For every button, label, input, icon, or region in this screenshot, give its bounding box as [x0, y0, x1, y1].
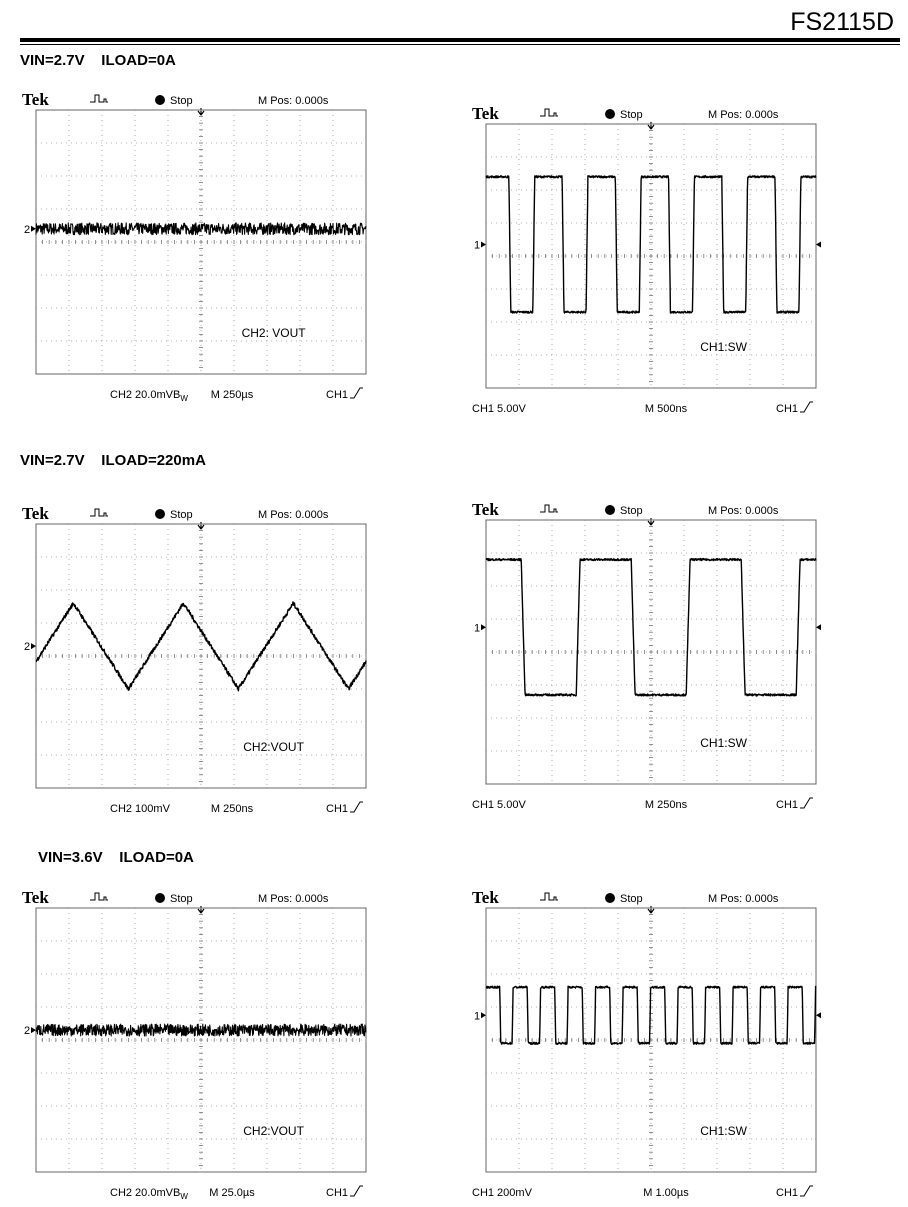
scope-vout-3v6-0a [20, 888, 370, 1200]
channel-label: CH1:SW [700, 1124, 747, 1139]
channel-label: CH1:SW [700, 736, 747, 751]
channel-marker-arrow [31, 226, 36, 232]
channel-label: CH2: VOUT [241, 326, 306, 341]
oscilloscope-screen [20, 888, 370, 1200]
trigger-source: CH1 [326, 1187, 349, 1199]
header-rule-thin [20, 44, 900, 45]
vertical-scale: CH2 20.0mVB$_W$ [110, 389, 188, 403]
trigger-source: CH1 [326, 389, 349, 401]
horizontal-position: M Pos: 0.000s [258, 509, 329, 521]
scope-sw-2v7-0a [470, 104, 820, 416]
run-status: Stop [170, 95, 193, 107]
channel-ground-marker: 2 [24, 223, 31, 236]
waveform-trace [486, 986, 816, 1044]
trigger-pulse-icon [90, 95, 108, 102]
run-status: Stop [620, 109, 643, 121]
condition-label-3: VIN=3.6V ILOAD=0A [38, 849, 194, 866]
rising-edge-icon [350, 388, 363, 398]
vertical-scale: CH2 100mV [110, 803, 170, 815]
channel-ground-marker: 2 [24, 1025, 31, 1038]
tek-logo: Tek [22, 888, 49, 907]
condition-label-1: VIN=2.7V ILOAD=0A [20, 52, 176, 69]
run-status: Stop [170, 509, 193, 521]
trigger-source: CH1 [776, 799, 799, 811]
trigger-pulse-icon [540, 109, 558, 116]
vertical-scale: CH2 20.0mVB$_W$ [110, 1187, 188, 1201]
channel-marker-arrow [481, 1012, 486, 1018]
trigger-source: CH1 [776, 1187, 799, 1199]
rising-edge-icon [350, 802, 363, 812]
trigger-source: CH1 [326, 803, 349, 815]
horizontal-position: M Pos: 0.000s [258, 95, 329, 107]
run-status: Stop [620, 505, 643, 517]
trigger-pulse-icon [540, 505, 558, 512]
bandwidth-limit-mark: W [180, 1192, 188, 1201]
timebase: M 25.0µs [209, 1187, 255, 1199]
channel-marker-arrow [481, 624, 486, 630]
rising-edge-icon [800, 402, 813, 412]
timebase: M 250ns [644, 799, 688, 811]
trigger-pulse-icon [90, 509, 108, 516]
run-status-icon [605, 893, 615, 903]
channel-label: CH2:VOUT [243, 740, 304, 755]
trigger-level-arrow [816, 241, 821, 247]
rising-edge-icon [350, 1186, 363, 1196]
bandwidth-limit-mark: W [180, 394, 188, 403]
tek-logo: Tek [472, 104, 499, 123]
horizontal-position: M Pos: 0.000s [708, 893, 779, 905]
channel-ground-marker: 2 [24, 641, 31, 654]
channel-marker-arrow [481, 241, 486, 247]
tek-logo: Tek [472, 888, 499, 907]
run-status: Stop [170, 893, 193, 905]
trigger-pulse-icon [90, 893, 108, 900]
rising-edge-icon [800, 798, 813, 808]
tek-logo: Tek [22, 90, 49, 109]
timebase: M 500ns [644, 403, 688, 415]
header-rule-thick [20, 38, 900, 42]
scope-vout-2v7-220ma [20, 504, 370, 816]
vertical-scale: CH1 5.00V [472, 799, 526, 811]
run-status-icon [605, 109, 615, 119]
channel-ground-marker: 1 [474, 1010, 481, 1023]
channel-marker-arrow [31, 643, 36, 649]
oscilloscope-screen [470, 104, 820, 416]
channel-ground-marker: 1 [474, 622, 481, 635]
trigger-level-arrow [816, 1012, 821, 1018]
channel-ground-marker: 1 [474, 239, 481, 252]
channel-label: CH2:VOUT [243, 1124, 304, 1139]
run-status-icon [605, 505, 615, 515]
part-number: FS2115D [790, 8, 894, 36]
trigger-source: CH1 [776, 403, 799, 415]
tek-logo: Tek [472, 500, 499, 519]
tek-logo: Tek [22, 504, 49, 523]
run-status-icon [155, 509, 165, 519]
vertical-scale: CH1 200mV [472, 1187, 532, 1199]
trigger-point-arrow [198, 108, 204, 115]
waveform-trace [36, 1024, 366, 1036]
oscilloscope-screen [20, 504, 370, 816]
trigger-level-arrow [816, 624, 821, 630]
timebase: M 1.00µs [643, 1187, 689, 1199]
trigger-point-arrow [198, 906, 204, 913]
trigger-point-arrow [198, 522, 204, 529]
scope-sw-3v6-0a [470, 888, 820, 1200]
run-status-icon [155, 893, 165, 903]
trigger-point-arrow [648, 122, 654, 129]
run-status: Stop [620, 893, 643, 905]
oscilloscope-screen [470, 888, 820, 1200]
run-status-icon [155, 95, 165, 105]
waveform-trace [36, 602, 366, 691]
oscilloscope-screen [470, 500, 820, 812]
scope-vout-2v7-0a [20, 90, 370, 402]
channel-label: CH1:SW [700, 340, 747, 355]
condition-label-2: VIN=2.7V ILOAD=220mA [20, 452, 206, 469]
timebase: M 250ns [210, 803, 254, 815]
rising-edge-icon [800, 1186, 813, 1196]
vertical-scale: CH1 5.00V [472, 403, 526, 415]
horizontal-position: M Pos: 0.000s [708, 109, 779, 121]
trigger-point-arrow [648, 906, 654, 913]
horizontal-position: M Pos: 0.000s [258, 893, 329, 905]
oscilloscope-screen [20, 90, 370, 402]
trigger-point-arrow [648, 518, 654, 525]
trigger-pulse-icon [540, 893, 558, 900]
timebase: M 250µs [210, 389, 254, 401]
scope-sw-2v7-220ma [470, 500, 820, 812]
waveform-trace [36, 223, 366, 235]
channel-marker-arrow [31, 1027, 36, 1033]
horizontal-position: M Pos: 0.000s [708, 505, 779, 517]
